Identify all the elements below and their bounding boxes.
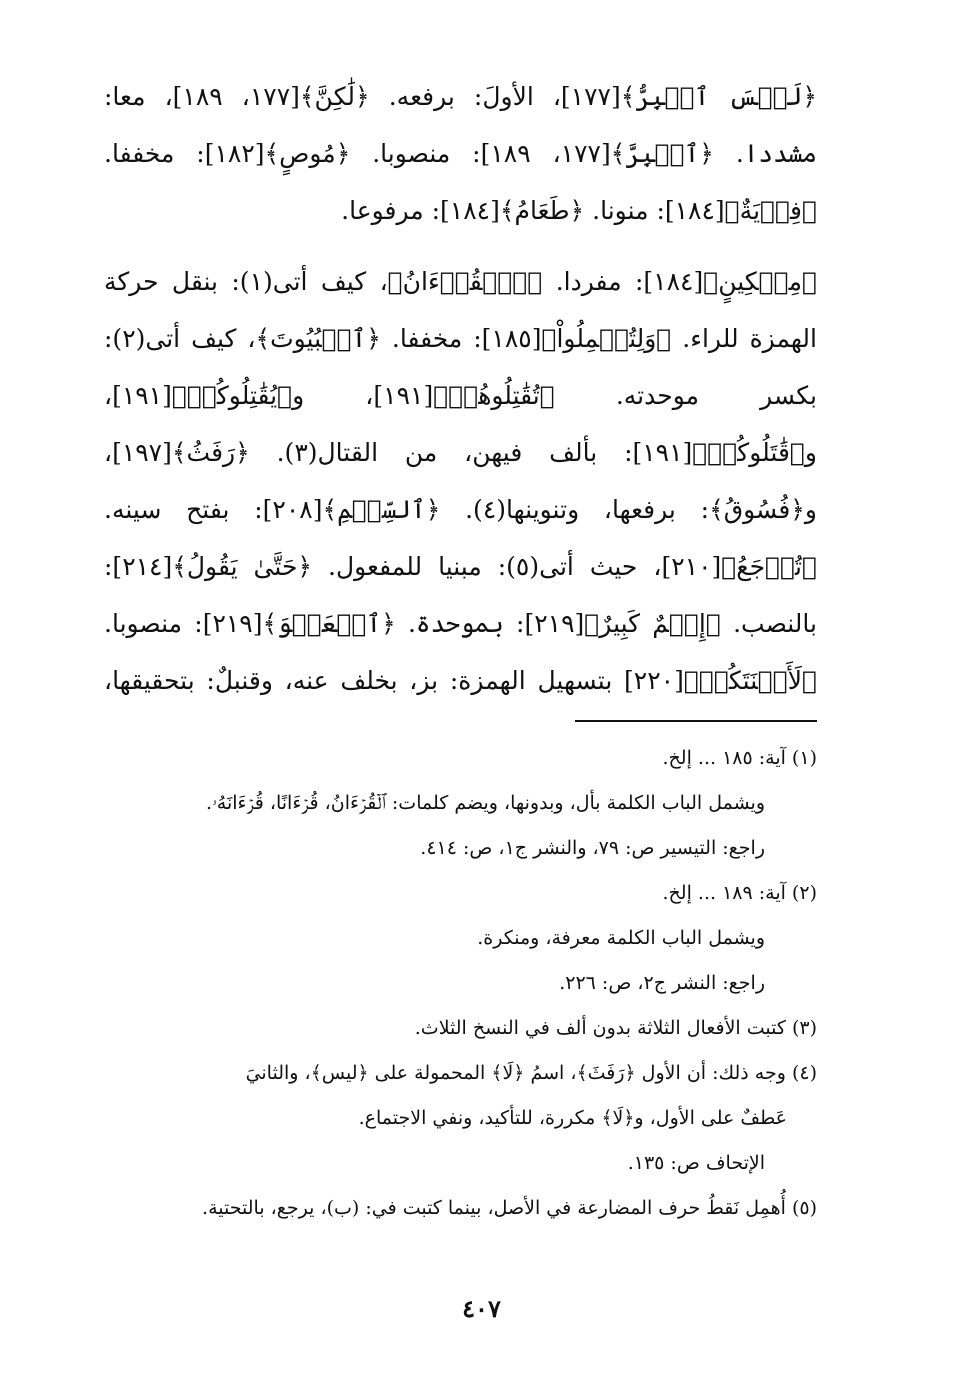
footnotes	[104, 736, 817, 1231]
footnote-line: الإتحاف ص: ١٣٥.	[627, 1152, 765, 1174]
main-line: ﴿مِسۡكِينٍ﴾[١٨٤]: مفردا. ﴿ٱلۡقُرۡءَانُ﴾، كيف أتى(١): بنقل حركة	[104, 267, 817, 296]
footnote-line: راجع: التيسير ص: ٧٩، والنشر ج١، ص: ٤١٤.	[420, 837, 765, 859]
footnote-line: (٣) كتبت الأفعال الثلاثة بدون ألف في النسخ الثلاث.	[414, 1017, 817, 1039]
main-line: بكسر موحدته. ﴿تُقَٰتِلُوهُمۡ﴾[١٩١]، و﴿يُقَٰتِلُوكُمۡ﴾[١٩١]،	[104, 381, 817, 410]
main-text	[104, 68, 817, 709]
page-number: ٤٠٧	[462, 1294, 501, 1323]
main-line: ﴿فِدۡيَةٌ﴾[١٨٤]: منونا. ﴿طَعَامُ﴾[١٨٤]: مرفوعا.	[341, 196, 817, 225]
main-line: الهمزة للراء. ﴿وَلِتُكۡمِلُواْ﴾[١٨٥]: مخففا. ﴿ٱلۡبُيُوتَ﴾، كيف أتى(٢):	[104, 324, 817, 353]
footnote-line: (١) آية: ١٨٥ ... إلخ.	[662, 747, 817, 769]
footnote-line: ويشمل الباب الكلمة بأل، وبدونها، ويضم كلمات: ٱلۡقُرۡءَانُ، قُرۡءَانًا، قُرۡءَانَهُۥ.	[205, 792, 765, 814]
main-line: و﴿فُسُوقُ﴾: برفعها، وتنوينها(٤). ﴿ٱلسِّلۡمِ﴾[٢٠٨]: بفتح سينه.	[104, 495, 817, 524]
footnote-line: عَطفٌ على الأول، و﴿لَا﴾ مكررة، للتأكيد، ونفي الاجتماع.	[358, 1107, 787, 1129]
footnote-separator	[575, 720, 817, 722]
footnote-line: (٢) آية: ١٨٩ ... إلخ.	[662, 882, 817, 904]
main-line: ﴿تُرۡجَعُ﴾[٢١٠]، حيث أتى(٥): مبنيا للمفعول. ﴿حَتَّىٰ يَقُولُ﴾[٢١٤]:	[104, 552, 817, 581]
footnote-line: (٤) وجه ذلك: أن الأول ﴿رَفَثَ﴾، اسمُ ﴿لَا﴾ المحمولة على ﴿ليس﴾، والثانيَ	[245, 1062, 817, 1084]
footnote-line: (٥) أُهمِل نَقطُ حرف المضارعة في الأصل، بينما كتبت في: (ب)، يرجع، بالتحتية.	[202, 1197, 817, 1219]
main-line: مشددا. ﴿ٱلۡبِرَّ﴾[١٧٧، ١٨٩]: منصوبا. ﴿مُوصٍ﴾[١٨٢]: مخففا.	[104, 139, 817, 168]
footnote-line: راجع: النشر ج٢، ص: ٢٢٦.	[559, 972, 765, 994]
main-line: بالنصب. ﴿إِثۡمٌ كَبِيرٌ﴾[٢١٩]: بموحدة. ﴿ٱلۡعَفۡوَ﴾[٢١٩]: منصوبا.	[104, 609, 817, 638]
main-line: ﴿لَيۡسَ ٱلۡبِرُّ﴾[١٧٧]، الأولَ: برفعه. ﴿لَٰكِنَّ﴾[١٧٧، ١٨٩]، معا:	[104, 82, 817, 111]
main-line: و﴿قَٰتَلُوكُمۡ﴾[١٩١]: بألف فيهن، من القتال(٣). ﴿رَفَثُ﴾[١٩٧]،	[104, 438, 817, 467]
footnote-line: ويشمل الباب الكلمة معرفة، ومنكرة.	[477, 927, 765, 949]
main-line: ﴿لَأَعۡنَتَكُمۡ﴾[٢٢٠] بتسهيل الهمزة: بز، بخلف عنه، وقنبلٌ: بتحقيقها،	[104, 666, 817, 695]
